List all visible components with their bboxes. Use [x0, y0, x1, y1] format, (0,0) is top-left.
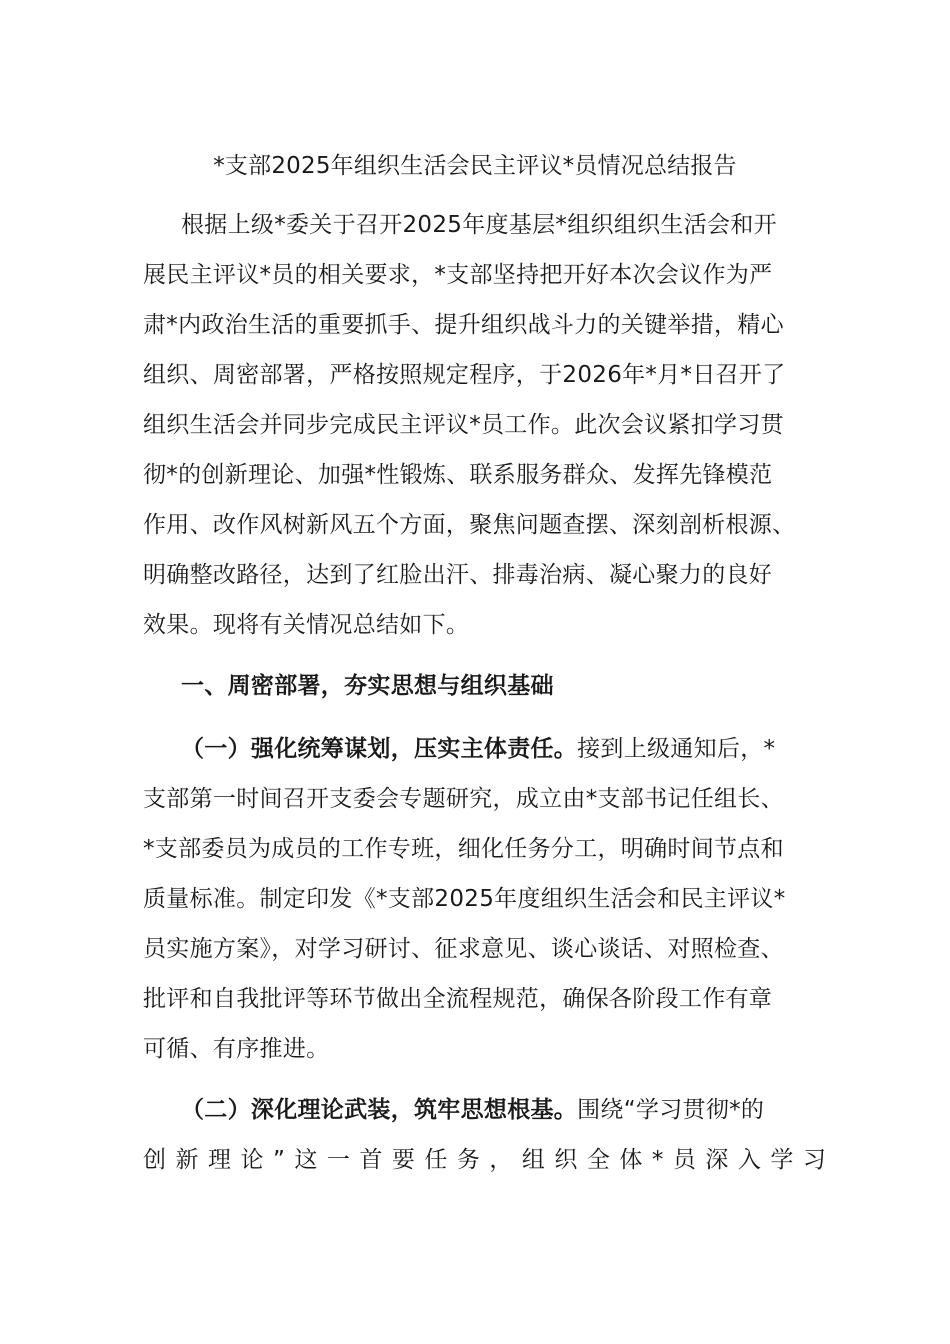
intro-line: 彻*的创新理论、加强*性锻炼、联系服务群众、发挥先锋模范 [143, 462, 773, 488]
section-heading: 一、周密部署，夯实思想与组织基础 [181, 673, 554, 699]
item-2-first-line [181, 1090, 823, 1130]
item-1-first-line [181, 729, 823, 769]
intro-line: 根据上级*委关于召开2025年度基层*组织组织生活会和开 [181, 212, 777, 238]
item-1-lead: （一）强化统筹谋划，压实主体责任。 [181, 736, 578, 762]
item-1-line: 质量标准。制定印发《*支部2025年度组织生活会和民主评议* [143, 886, 786, 912]
item-1-line: 员实施方案》，对学习研讨、征求意见、谈心谈话、对照检查、 [143, 936, 784, 962]
item-1-line: 批评和自我批评等环节做出全流程规范，确保各阶段工作有章 [143, 986, 773, 1012]
item-2-line: 创新理论”这一首要任务，组织全体*员深入学习 [143, 1147, 836, 1173]
item-2-first-line-rest: 围绕“学习贯彻*的 [577, 1097, 765, 1123]
intro-line: 组织生活会并同步完成民主评议*员工作。此次会议紧扣学习贯 [143, 412, 784, 438]
item-1-line: 可循、有序推进。 [143, 1036, 330, 1062]
item-2-lead: （二）深化理论武装，筑牢思想根基。 [181, 1097, 578, 1123]
item-1-first-line-rest: 接到上级通知后，* [577, 736, 776, 762]
intro-line: 明确整改路径，达到了红脸出汗、排毒治病、凝心聚力的良好 [143, 562, 773, 588]
intro-line: 组织、周密部署，严格按照规定程序，于2026年*月*日召开了 [143, 362, 786, 388]
intro-line: 效果。现将有关情况总结如下。 [143, 612, 470, 638]
intro-line: 作用、改作风树新风五个方面，聚焦问题查摆、深刻剖析根源、 [143, 512, 796, 538]
intro-line: 肃*内政治生活的重要抓手、提升组织战斗力的关键举措，精心 [143, 312, 784, 338]
item-1-line: *支部委员为成员的工作专班，细化任务分工，明确时间节点和 [143, 836, 784, 862]
intro-line: 展民主评议*员的相关要求，*支部坚持把开好本次会议作为严 [143, 262, 773, 288]
item-1-line: 支部第一时间召开支委会专题研究，成立由*支部书记任组长、 [143, 786, 784, 812]
document-title: *支部2025年组织生活会民主评议*员情况总结报告 [213, 153, 737, 179]
